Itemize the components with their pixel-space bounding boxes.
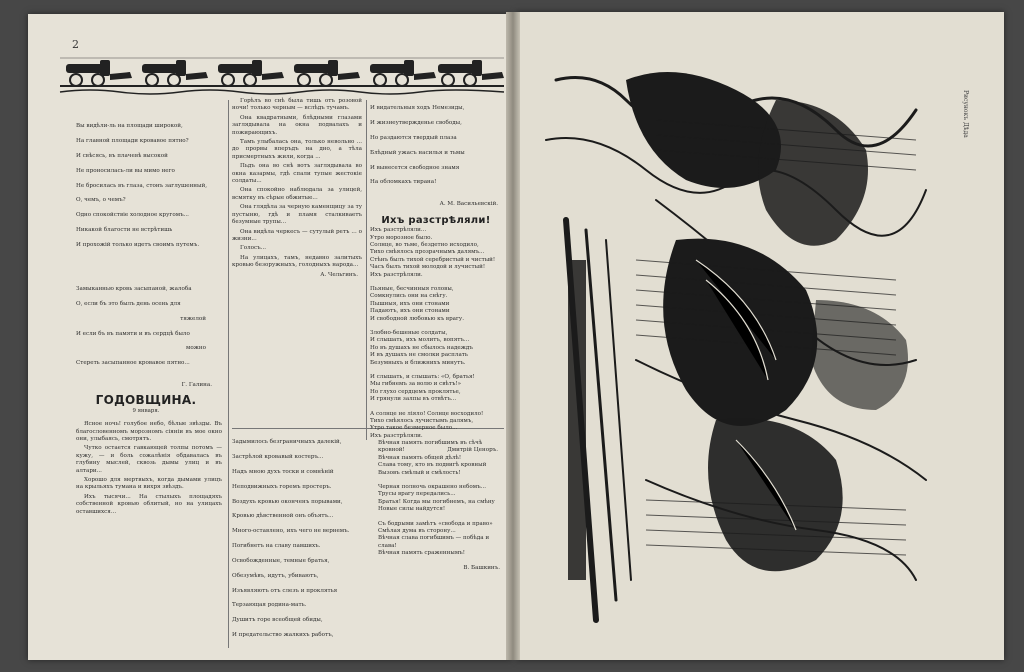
article-paragraph: Ихъ тысячи... На стылыхъ площадяхъ собственной кровью облитый, но на улицахъ оставшихся... [76,493,222,515]
poem-line: Кровью дѣвственной онъ объятъ... [232,513,334,520]
poem-line: И прохожій только идетъ своимъ путемъ. [76,241,200,248]
poem-line: Стереть засыпанное кровавое пятно... [76,360,190,367]
poem-line: И вынесется свободное знамя [370,164,460,171]
poem-line: Освобожденные, темные братья, [232,557,330,564]
poem-stanza: Черная полночь окрашено небомъ... Трусы врагу передались... Братья! Когда мы погибнемъ, на смѣну Новые силы найдутся! [378,484,495,513]
prose-paragraph: Голосъ... [240,245,267,252]
article-paragraph: Ясное ночь! голубое небо, бѣлые звѣзды. Въ благословенномъ морозномъ сіяніи въ мое окно они, улыбаясь, смотрятъ. [76,421,222,443]
poem-line: Неподвижныхъ горемъ простеръ. [232,483,332,490]
column-poem-lower [232,432,372,652]
poem-line: Терзающая родина-мать. [232,602,307,609]
poem-line: Воздухъ кровью оконченъ порывами, [232,498,343,505]
prose-paragraph: Она видѣла черкесъ — сутулый ретъ ... о жизни... [232,228,362,242]
poem-line: Блѣдный ужасъ насилья и тьмы [370,149,465,156]
poem1-author: Г. Галина. [181,382,212,388]
poem-line: Не проносилась-ли вы мимо него [76,167,175,174]
article-paragraph: Чутко остается гавкающей толпы потомъ — кужу, — и боль сожалѣнія обдавалась въ глубину мыслей, сквозь дымы улиц и въ алтари... [76,445,222,474]
poem-line: Застрѣлой кровавый костеръ... [232,454,324,461]
poem-line: И свѣсясь, въ плачевѣ высокой [76,153,168,160]
poem-line: Изъявляютъ отъ слезъ и проклятья [232,587,338,594]
poem-line: Замыканнью кровь засыпаной, жалоба [76,286,192,293]
poem-stanza [370,98,502,194]
poem-line: Надъ мною духъ тоски и сомнѣній [232,469,334,476]
prose-paragraph: Тамъ улыбалась она, только невольно ... до прорвы вперъдъ на дно, а тѣла присмертныхъ жили, когда ... [232,139,362,160]
column-poem-lower-right [378,440,504,650]
poem-line: Задымилось безграничныхъ далекій, [232,439,342,446]
poem-author: В. Башкинъ. [463,564,500,571]
poem-stanza: Ихъ разстрѣляли... Утро морозное было. Солнце, во тьме, бездетно исходило, Тихо смѣялось прозрачнымъ далямъ... Стѣнъ былъ тихой серебристый и чистый! Часъ былъ тихой молодой и лучистый! Ихъ разстрѣляли. [370,227,496,278]
poem-line: О, если бъ это былъ день осень для [76,300,181,307]
poem-line: Погибнетъ на славу павшихъ. [232,543,321,550]
poem-stanza: Съ бодрыми замѣтъ «свобода и право» Смѣлая дума въ сторону... Вѣчная слава погибшимъ — побѣда и слава! Вѣчная память сраженнымъ! [378,520,493,557]
poem-stanza: Злобно-бешеные солдаты, И слышать, ихъ молитъ, вопятъ... Но въ душахъ не сбылось надеждъ И въ душахъ не смолки расплать Безумныхъ и ближнихъ минутъ. [370,329,473,366]
column-poem [370,98,502,454]
cannon-frieze-illustration [60,52,504,96]
poem-line: И жизнеутвержденье свободы, [370,120,462,127]
prose-paragraph: Горѣлъ во снѣ была тишь отъ розовой ночи! только черным — вслѣдъ тучамъ. [232,98,362,112]
prose-author: А. Чельгинъ. [320,271,358,278]
poem-stanza: А солнце не ліяло! Солнце восходило! Тихо смѣялось лучистымъ далямъ, Утро такое безмерное было... Ихъ разстрѣляли. [370,410,484,439]
article-body [76,421,222,516]
article-paragraph: Хорошо для мертвыхъ, когда дымами улицъ на крыльяхъ тумана и вихря звѣздъ. [76,477,222,491]
poem-stanza: И слышать, и слышать: «О, братья! Мы гибнемъ за волю и свѣтъ!» Но глухо сердцемъ проклятье, И грянули залпы въ отвѣтъ... [370,374,475,403]
poem-author: Дмитрій Ценоръ. [447,447,498,454]
prose-paragraph: Она спокойно наблюдала за улицей, всмятку въ сѣрые обжитые... [232,187,362,201]
poem-author: А. М. Васильевскій. [439,201,498,208]
poem-line: О, чемъ, о чемъ? [76,197,126,204]
book-gutter [506,12,520,660]
poem-line: Вы видѣли-ль на площади широкой, [76,123,183,130]
article-title: ГОДОВЩИНА. [95,393,197,408]
poem-line: На главной площади кровавое пятно? [76,138,189,145]
column-divider [366,100,367,440]
poem-line: можно [186,345,206,352]
prose-body [232,98,362,270]
poem-line: На обломкахъ тирана! [370,179,437,186]
poem-stanza: Вѣчная память погибшимъ въ сѣчѣ кровной! Вѣчная память общей дѣлѣ! Слава тому, кто въ подвигѣ кровный Вызовъ смѣлый и смѣлость! [378,440,487,476]
article-date: 9 января. [132,407,160,414]
prose-paragraph: На улицахъ, тамъ, недавно залитыхъ кровью безоружныхъ, голодныхъ народа... [232,254,362,269]
poem-line: Никакой благости не встрѣтишь [76,227,173,234]
illustration-caption: Рисунокъ Дѣда [962,90,969,138]
poem-line: Одно спокойствіе холодное кругомъ... [76,212,189,219]
poem-line: Не бросилась въ глаза, стонъ заглушенный, [76,182,207,189]
poem-title: Ихъ разстрѣляли! [381,214,491,226]
prose-paragraph: Пьдъ она во снѣ вотъ заглядывала во окна казармы, гдѣ спали тупые жестокіе солдаты... [232,163,362,185]
prose-paragraph: Она глядѣла за черную каменщицу за ту пустыню, гдѣ и пламя сталкиваетъ безумные трупы... [232,204,362,226]
poem-stanza [232,432,372,647]
poem-line: И предательство жалкихъ работъ, [232,631,334,638]
prose-paragraph: Она квадратными, блѣдными глазами заглядывала на окна подвалахъ и пожирающихъ. [232,114,362,136]
woodcut-illustration [536,60,940,632]
poem-line: И видательныя ходъ Немезиды, [370,105,465,112]
poem-stanza: Пьяные, бесчинныя головы, Сомкнулись они на снѣгу. Пышныя, ихъ они стонами Падаютъ, ихъ они стонами И свободной любовью къ врагу. [370,285,464,322]
poem-line: Обезумѣвъ, идутъ, убиваютъ, [232,572,319,579]
poem-line: И если бъ въ памяти и въ сердцѣ было [76,330,190,337]
poem-line: Душитъ горе всеобщей обиды, [232,617,323,624]
page-number: 2 [72,38,79,51]
column-divider [228,100,229,648]
poem-line: тяжелой [180,315,206,322]
column-prose [232,98,362,428]
poem-line: Много-оставлено, ихъ чего не вернемъ. [232,528,350,535]
poem-line: Но раздаются твердый плаза [370,135,457,142]
